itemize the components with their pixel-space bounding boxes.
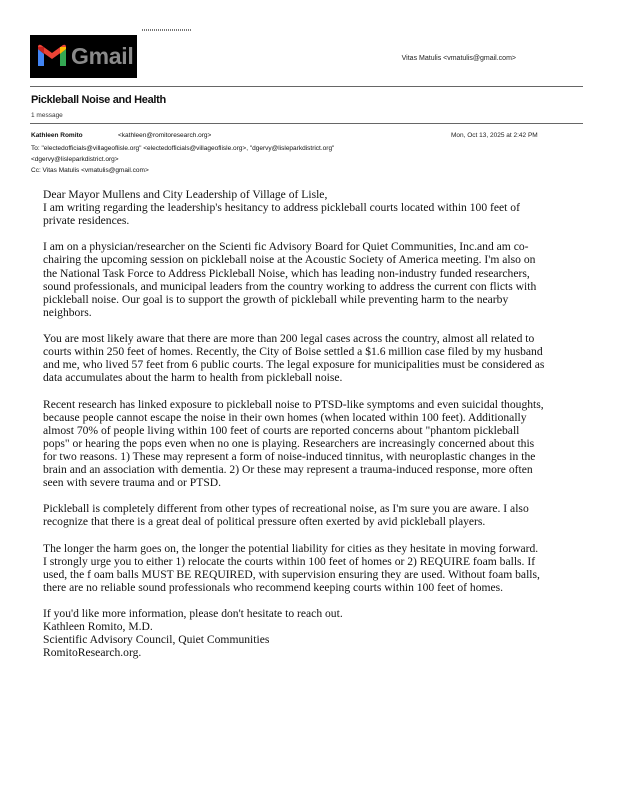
gmail-logo-text: Gmail bbox=[71, 43, 134, 69]
body-paragraph-recreational: Pickleball is completely different from other types of recreational noise, as I'm sure you are aware. I also recognize that there is a great deal of political pressure often exerted by avid pickleball players. bbox=[43, 502, 529, 529]
body-paragraph-legal: You are most likely aware that there are more than 200 legal cases across the country, almost all related to courts within 250 feet of homes. Recently, the City of Boise settled a $1.6 million case filed by my husband and me, who lived 57 feet from 6 public courts. The legal exposure for municipalities must be considered as data accumulates about the harm to health from pickleball noise. bbox=[43, 332, 545, 385]
sender-name: Kathleen Romito bbox=[31, 132, 83, 139]
gmail-m-icon bbox=[36, 44, 68, 68]
print-header-artifact bbox=[142, 29, 192, 31]
message-count: 1 message bbox=[31, 112, 63, 119]
body-paragraph-credentials: I am on a physician/researcher on the Scienti fic Advisory Board for Quiet Communities, Inc.and am co- chairing the upcoming session on pickleball noise at the Acoustic Society of America meeting. I'm also on the National Task Force to Address Pickleball Noise, which has leading non-industry funded researchers, sound professionals, and municipal leaders from the country working to address the current con flicts with pickleball noise. Our goal is to support the growth of pickleball while preventing harm to the nearby neighbors. bbox=[43, 240, 537, 319]
body-paragraph-recommendation: The longer the harm goes on, the longer the potential liability for cities as they hesitate in moving forward. I strongly urge you to either 1) relocate the courts within 100 feet of homes or 2) REQUIRE foam balls. If used, the f oam balls MUST BE REQUIRED, with supervision ensuring they are used. Without foam balls, there are no reliable sound professionals who recommend keeping courts within 100 feet of homes. bbox=[43, 541, 540, 594]
account-info: Vitas Matulis <vmatulis@gmail.com> bbox=[401, 55, 516, 62]
body-paragraph-greeting: Dear Mayor Mullens and City Leadership of Village of Lisle, I am writing regarding the leadership's hesitancy to address pickleball courts located within 100 feet of private residences. bbox=[43, 188, 520, 228]
divider-top bbox=[30, 86, 583, 87]
body-signature: If you'd like more information, please don't hesitate to reach out. Kathleen Romito, M.D. Scientific Advisory Council, Quiet Communities RomitoResearch.org. bbox=[43, 607, 343, 660]
body-paragraph-research: Recent research has linked exposure to pickleball noise to PTSD-like symptoms and even suicidal thoughts, because people cannot escape the noise in their own homes (when located within 100 feet). Additionally almost 70% of people living within 100 feet of courts are reported concerns about "phantom pickleball pops" or hearing the pops even when no one is playing. Researchers are increasingly concerned about this for two reasons. 1) These may represent a form of noise-induced tinnitus, with neuroplastic changes in the brain and an association with dementia. 2) Or these may represent a trauma-induced response, more often seen with severe trauma and or PTSD. bbox=[43, 397, 544, 490]
divider-mid bbox=[30, 123, 583, 124]
recipients-line-1: To: "electedofficials@villageoflisle.org" <electedofficials@villageoflisle.org>, "dgervy@lisleparkdistrict.org" bbox=[31, 145, 335, 152]
email-subject: Pickleball Noise and Health bbox=[31, 94, 166, 106]
gmail-logo bbox=[30, 35, 137, 78]
cc-line: Cc: Vitas Matulis <vmatulis@gmail.com> bbox=[31, 167, 149, 174]
sender-email: <kathleen@romitoresearch.org> bbox=[118, 132, 212, 139]
email-body bbox=[43, 188, 573, 659]
email-date: Mon, Oct 13, 2025 at 2:42 PM bbox=[451, 132, 538, 139]
recipients-line-2: <dgervy@lisleparkdistrict.org> bbox=[31, 156, 119, 163]
